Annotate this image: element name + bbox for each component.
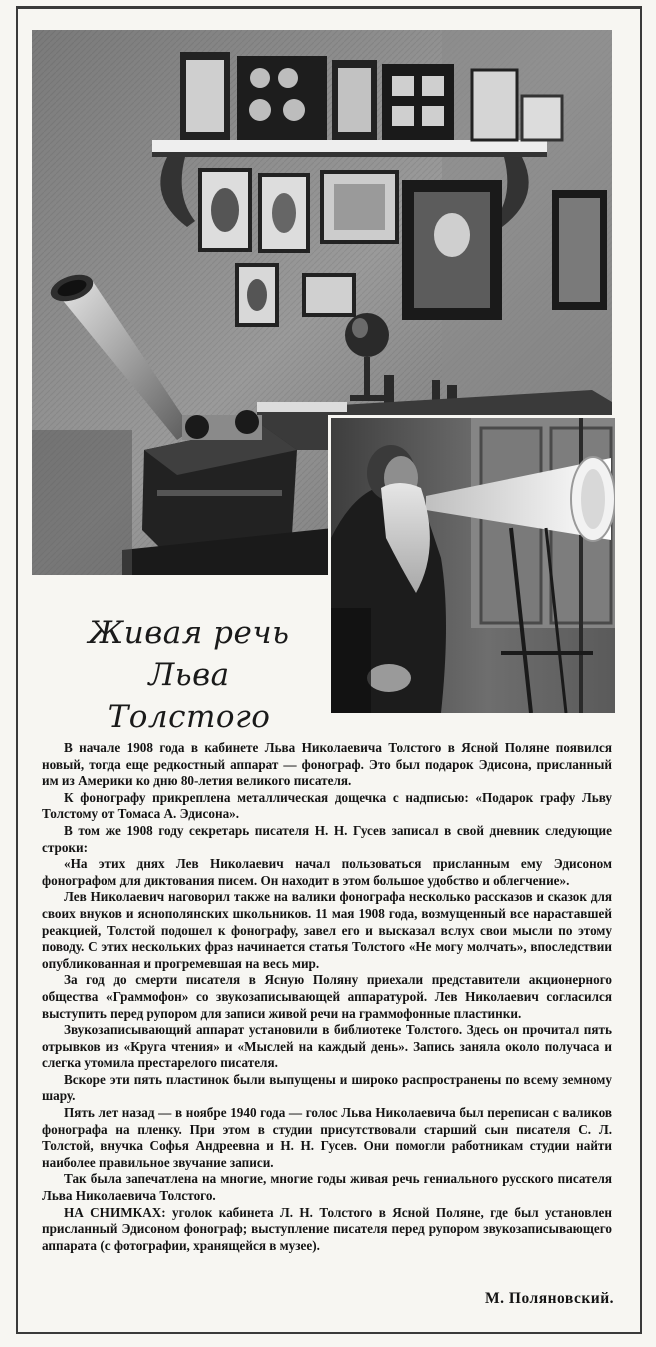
paragraph-6: За год до смерти писателя в Ясную Поляну приехали представители акционерного общества «Граммофон» со звукозаписывающей аппаратурой. Лев Николаевич согласился выступить перед рупором для записи живой речи на граммофонные пластинки. xyxy=(42,972,612,1021)
article-body xyxy=(42,740,612,1254)
paragraph-5: Лев Николаевич наговорил также на валики фонографа несколько рассказов и сказок для своих внуков и яснополянских школьников. 11 мая 1908 года, возмущенный все нараставшей реакцией, Толстой подошел к фонографу, завел его и высказал вслух свои мысли по этому поводу. С этих нескольких фраз начинается статья Толстого «Не могу молчать», впоследствии опубликованная и прогремевшая на весь мир. xyxy=(42,889,612,971)
headline-line-3: Толстого xyxy=(107,699,271,735)
paragraph-1: В начале 1908 года в кабинете Льва Николаевича Толстого в Ясной Поляне появился новый, тогда еще редкостный аппарат — фонограф. Это был подарок Эдисона, присланный им из Америки ко дню 80-летия великого писателя. xyxy=(42,740,612,789)
paragraph-7: Звукозаписывающий аппарат установили в библиотеке Толстого. Здесь он прочитал пять отрывков из «Круга чтения» и «Мыслей на каждый день». Запись заняла около получаса и слегка утомила престарелого писателя. xyxy=(42,1022,612,1071)
paragraph-9: Пять лет назад — в ноябре 1940 года — голос Льва Николаевича был переписан с валиков фонографа на пленку. При этом в студии присутствовали старший сын писателя С. Л. Толстой, внучка Софья Андреевна и Н. Н. Гусев. Они помогли работникам студии найти наиболее правильное звучание записи. xyxy=(42,1105,612,1170)
article-headline xyxy=(58,612,320,738)
paragraph-10: Так была запечатлена на многие, многие годы живая речь гениального русского писателя Льва Николаевича Толстого. xyxy=(42,1171,612,1204)
tolstoy-recording-photo xyxy=(328,415,615,713)
photo-caption: НА СНИМКАХ: уголок кабинета Л. Н. Толстого в Ясной Поляне, где был установлен присланный Эдисоном фонограф; выступление писателя перед рупором звукозаписывающего аппарата (с фотографии, хранящейся в музее). xyxy=(42,1204,612,1253)
paragraph-2: К фонографу прикреплена металлическая дощечка с надписью: «Подарок графу Льву Толстому от Томаса А. Эдисона». xyxy=(42,789,612,822)
headline-line-1: Живая речь xyxy=(88,615,290,651)
paragraph-4: «На этих днях Лев Николаевич начал пользоваться присланным ему Эдисоном фонографом для диктования писем. Он находит в этом большое удобство и облегчение». xyxy=(42,856,612,888)
paragraph-8: Вскоре эти пять пластинок были выпущены и широко распространены по всему земному шару. xyxy=(42,1071,612,1104)
paragraph-3: В том же 1908 году секретарь писателя Н. Н. Гусев записал в свой дневник следующие строки: xyxy=(42,822,612,855)
author-signature: М. Поляновский. xyxy=(485,1290,614,1307)
headline-line-2: Льва xyxy=(148,657,230,693)
